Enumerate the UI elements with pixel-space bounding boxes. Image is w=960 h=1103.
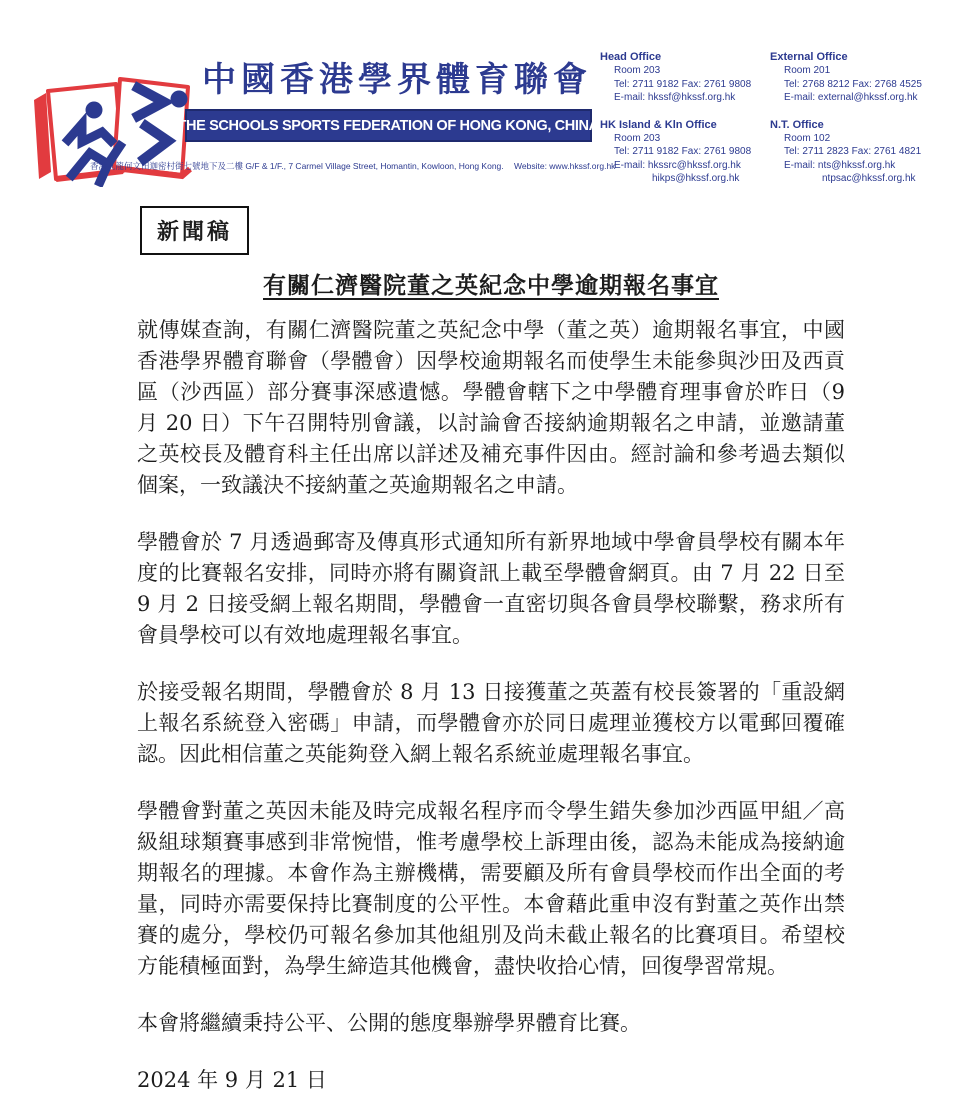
office-tel-fax: Tel: 2711 9182 Fax: 2761 9808 — [614, 146, 752, 157]
office-tel-fax: Tel: 2711 2823 Fax: 2761 4821 — [784, 146, 922, 157]
office-external — [770, 50, 960, 105]
office-email-2: hikps@hkssf.org.hk — [652, 173, 740, 184]
office-room: Room 203 — [614, 132, 661, 144]
body-paragraph-1: 就傳媒查詢，有關仁濟醫院董之英紀念中學（董之英）逾期報名事宜，中國香港學界體育聯會（學體會）因學校逾期報名而使學生未能參與沙田及西貢區（沙西區）部分賽事深感遺憾。學體會轄下之中學體育理事會於昨日（9 月 20 日）下午召開特別會議，以討論會否接納逾期報名之申請，並邀請董之英校長及體育科主任出席以詳述及補充事件因由。經討論和參考過去類似個案，一致議決不接納董之英逾期報名之申請。 — [137, 318, 845, 497]
office-email: E-mail: external@hkssf.org.hk — [784, 92, 918, 103]
office-email-2: ntpsac@hkssf.org.hk — [822, 173, 916, 184]
office-email: E-mail: nts@hkssf.org.hk — [784, 159, 896, 171]
office-tel-fax: Tel: 2711 9182 Fax: 2761 9808 — [614, 78, 752, 90]
office-room: Room 201 — [784, 65, 831, 76]
office-name: Head Office — [600, 51, 662, 63]
office-email: E-mail: hkssf@hkssf.org.hk — [614, 92, 736, 103]
office-nt — [770, 118, 960, 186]
address-line — [90, 160, 650, 172]
office-head — [600, 50, 770, 105]
date-line: 2024 年 9 月 21 日 — [137, 1068, 327, 1092]
document-title: 有關仁濟醫院董之英紀念中學逾期報名事宜 — [263, 272, 719, 299]
org-name-english-banner — [177, 109, 600, 142]
closing-paragraph: 本會將繼續秉持公平、公開的態度舉辦學界體育比賽。 — [137, 1011, 641, 1035]
website-text: Website: www.hkssf.org.hk — [514, 161, 616, 171]
office-contacts — [600, 50, 960, 186]
press-release-label-box: 新聞稿 — [140, 206, 249, 255]
office-tel-fax: Tel: 2768 8212 Fax: 2768 4525 — [784, 78, 922, 90]
org-name-english: THE SCHOOLS SPORTS FEDERATION OF HONG KONG, CHINA — [177, 117, 600, 134]
address-text: 香港九龍何文田迦密村街七號地下及二樓 G/F & 1/F., 7 Carmel Village Street, Homantin, Kowloon, Hong Kong. — [90, 161, 504, 171]
office-name: External Office — [770, 51, 848, 63]
document-body — [137, 315, 845, 1096]
office-room: Room 203 — [614, 65, 661, 76]
body-paragraph-4: 學體會對董之英因未能及時完成報名程序而令學生錯失參加沙西區甲組／高級組球類賽事感到非常惋惜，惟考慮學校上訴理由後，認為未能成為接納逾期報名的理據。本會作為主辦機構，需要顧及所有會員學校而作出全面的考量，同時亦需要保持比賽制度的公平性。本會藉此重申沒有對董之英作出禁賽的處分，學校仍可報名參加其他組別及尚未截止報名的比賽項目。希望校方能積極面對，為學生締造其他機會，盡快收拾心情，回復學習常規。 — [137, 799, 845, 978]
body-paragraph-2: 學體會於 7 月透過郵寄及傳真形式通知所有新界地域中學會員學校有關本年度的比賽報名安排，同時亦將有關資訊上載至學體會網頁。由 7 月 22 日至 9 月 2 日接受網上報名期間，學體會一直密切與各會員學校聯繫，務求所有會員學校可以有效地處理報名事宜。 — [137, 530, 845, 647]
office-hk-island-kln — [600, 118, 770, 186]
office-name: HK Island & Kln Office — [600, 118, 717, 131]
office-room: Room 102 — [784, 132, 831, 144]
org-name-chinese: 中國香港學界體育聯會 — [202, 60, 592, 100]
office-email: E-mail: hkssrc@hkssf.org.hk — [614, 159, 741, 171]
body-paragraph-3: 於接受報名期間，學體會於 8 月 13 日接獲董之英蓋有校長簽署的「重設網上報名系統登入密碼」申請，而學體會亦於同日處理並獲校方以電郵回覆確認。因此相信董之英能夠登入網上報名系統並處理報名事宜。 — [137, 680, 845, 766]
office-name: N.T. Office — [770, 118, 824, 131]
